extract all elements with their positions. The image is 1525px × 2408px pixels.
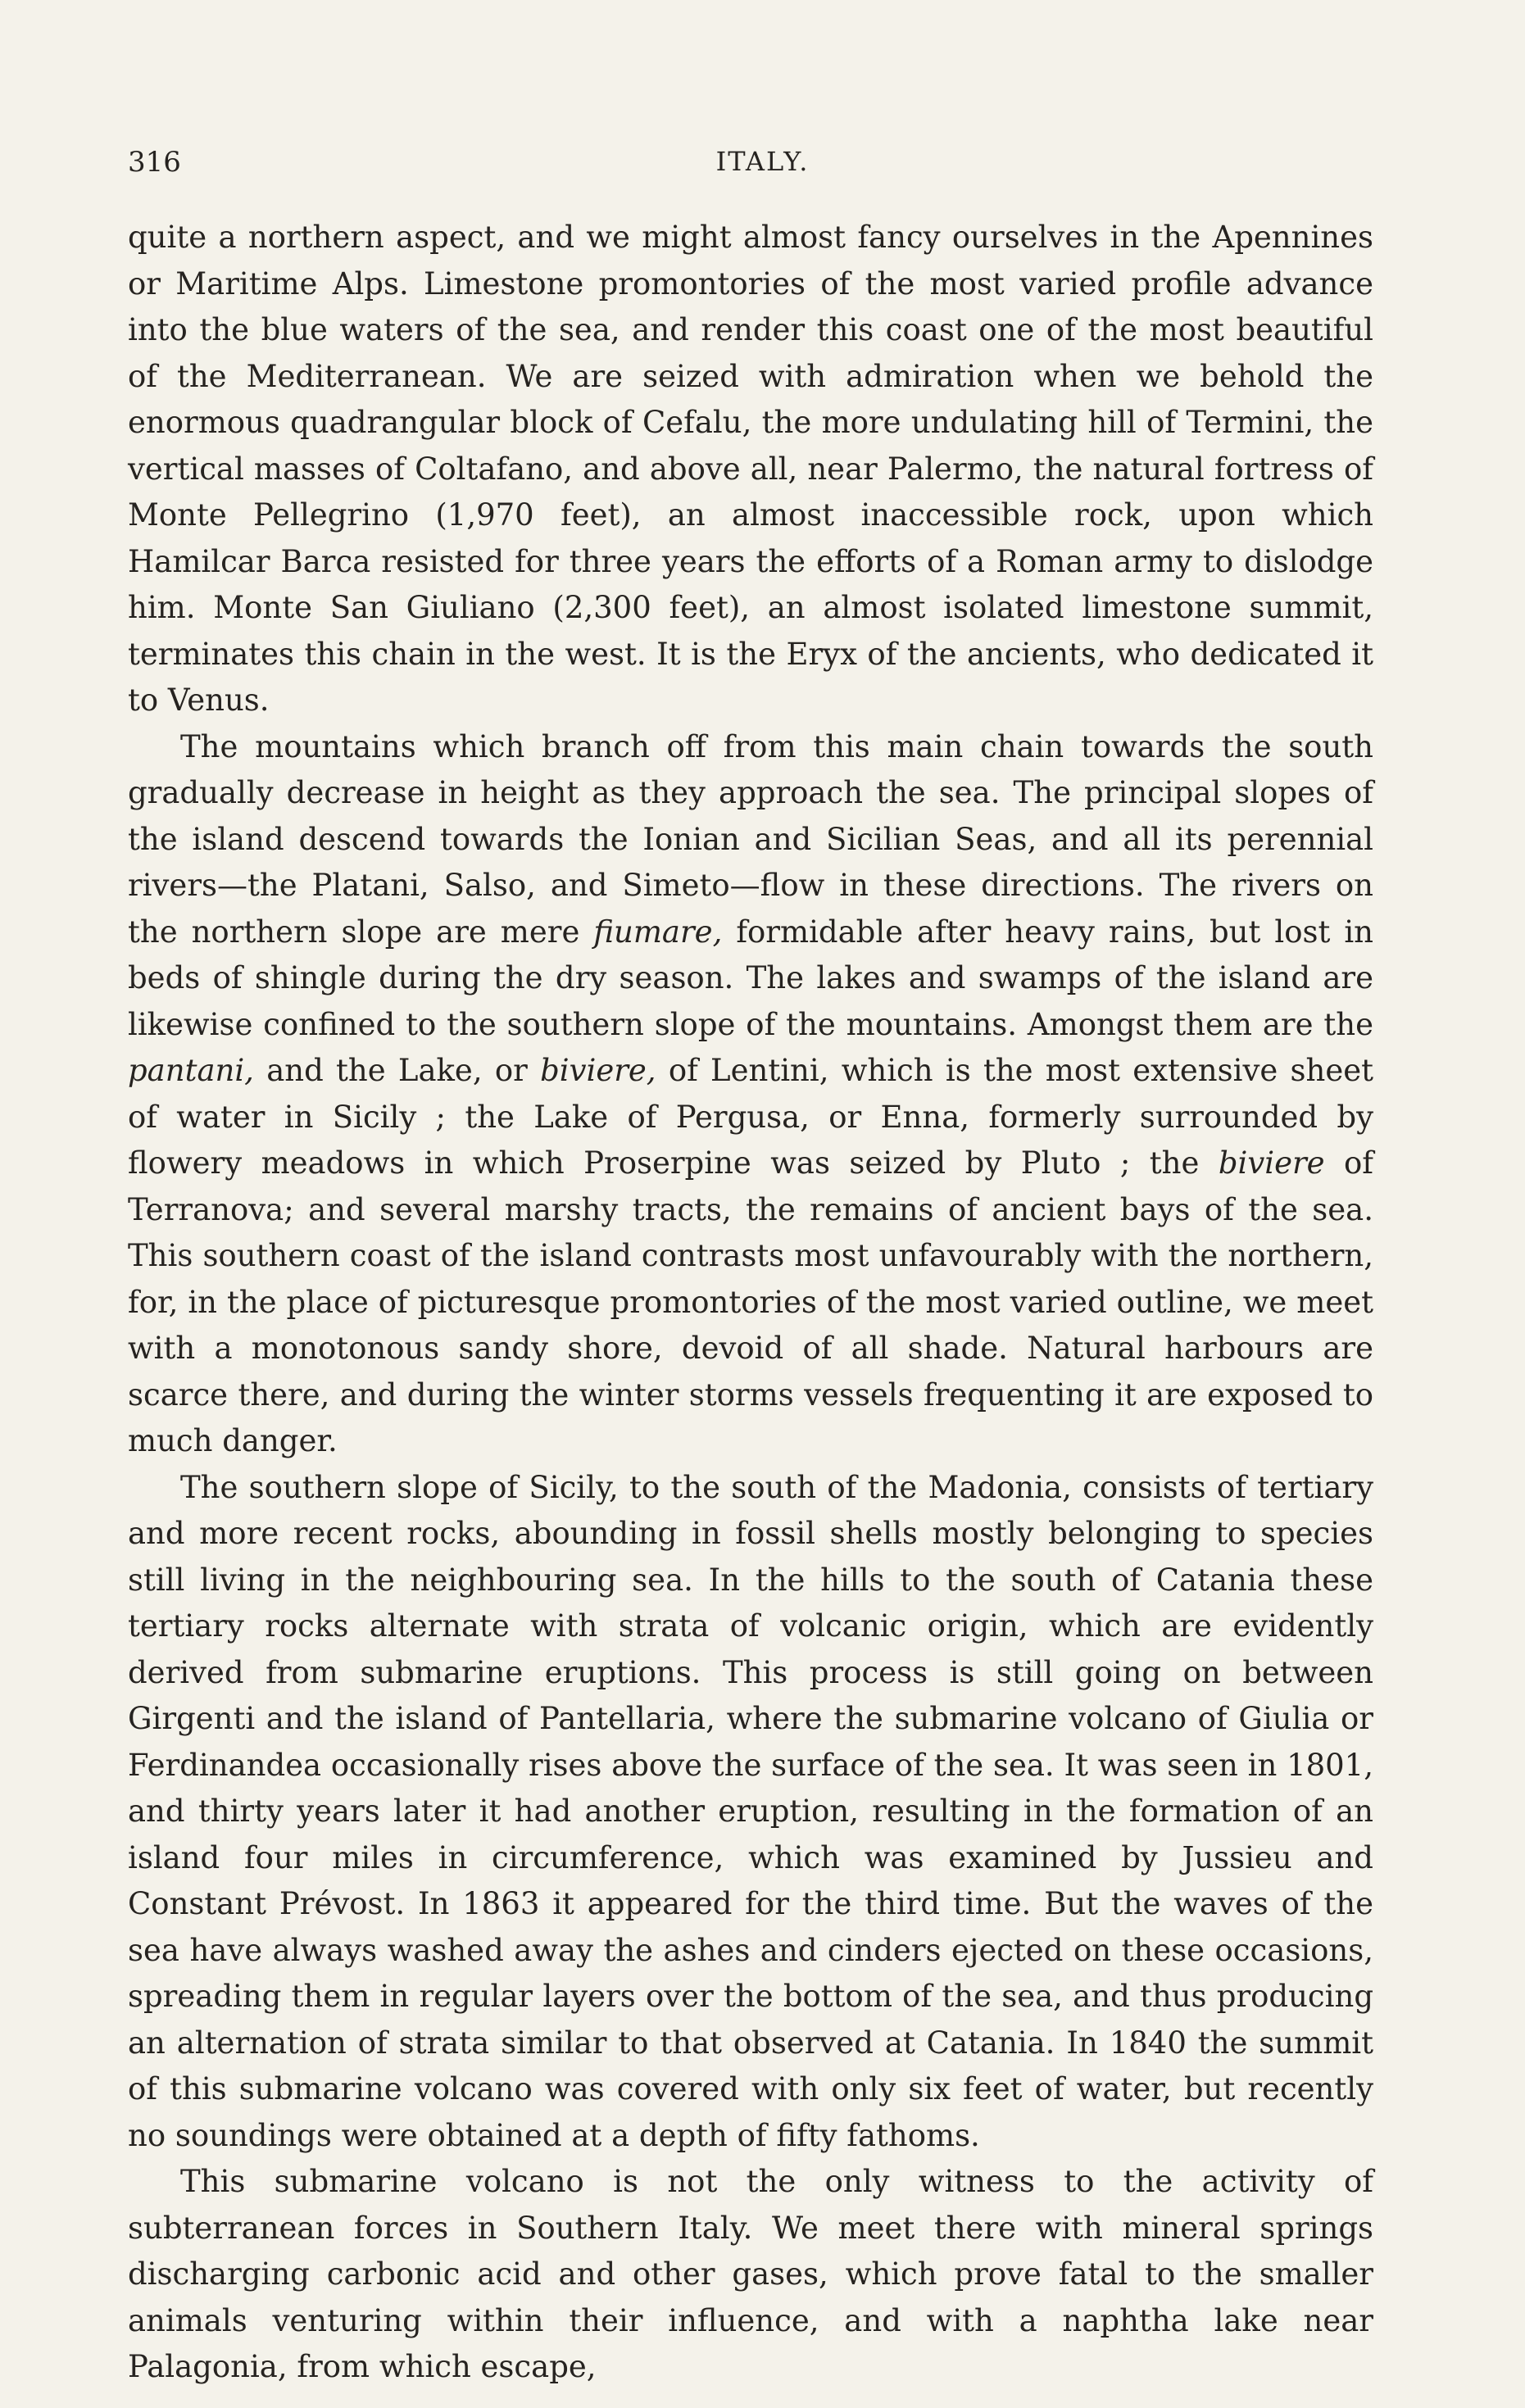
body-text <box>128 215 1373 2391</box>
text-run: and the Lake, or <box>253 1053 541 1088</box>
text-run: of Terranova; and several marshy tracts, the remains of ancient bays of the sea. This southern coast of the island contrasts most unfavourably with the northern, for, in the place of picturesque promontories of the most varied outline, we meet with a monotonous sandy shore, devoid of all shade. Natural harbours are scarce there, and during the winter storms vessels frequenting it are exposed to much danger. <box>128 1145 1373 1458</box>
page-number: 316 <box>128 146 181 179</box>
italic-term: biviere <box>1218 1145 1325 1181</box>
text-run: formidable after heavy rains, but lost in beds of shingle during the dry season. The lakes and swamps of the island are likewise confined to the southern slope of the mountains. Amongst them are the <box>128 914 1373 1042</box>
text-run: The mountains which branch off from this main chain towards the south gradually decrease in height as they approach the sea. The principal slopes of the island descend towards the Ionian and Sicilian Seas, and all its perennial rivers—the Platani, Salso, and Simeto—flow in these directions. The rivers on the northern slope are mere <box>128 728 1373 950</box>
text-run: quite a northern aspect, and we might almost fancy ourselves in the Apennines or Maritime Alps. Limestone promontories of the most varied profile advance into the blue waters of the sea, and render this coast one of the most beautiful of the Mediterranean. We are seized with admiration when we behold the enormous quadrangular block of Cefalu, the more undulating hill of Termini, the vertical masses of Coltafano, and above all, near Palermo, the natural fortress of Monte Pellegrino (1,970 feet), an almost inaccessible rock, upon which Hamilcar Barca resisted for three years the efforts of a Roman army to dislodge him. Monte San Giuliano (2,300 feet), an almost isolated limestone summit, terminates this chain in the west. It is the Eryx of the ancients, who dedicated it to Venus. <box>128 220 1373 718</box>
text-run: The southern slope of Sicily, to the south of the Madonia, consists of tertiary and more recent rocks, abounding in fossil shells mostly belonging to species still living in the neighbouring sea. In the hills to the south of Catania these tertiary rocks alternate with strata of volcanic origin, which are evidently derived from submarine eruptions. This process is still going on between Girgenti and the island of Pantellaria, where the submarine volcano of Giulia or Ferdinandea occasionally rises above the surface of the sea. It was seen in 1801, and thirty years later it had another eruption, resulting in the formation of an island four miles in circumference, which was examined by Jussieu and Constant Prévost. In 1863 it appeared for the third time. But the waves of the sea have always washed away the ashes and cinders ejected on these occasions, spreading them in regular layers over the bottom of the sea, and thus producing an alternation of strata similar to that observed at Catania. In 1840 the summit of this submarine volcano was covered with only six feet of water, but recently no soundings were obtained at a depth of fifty fathoms. <box>128 1469 1373 2153</box>
running-title: ITALY. <box>715 146 810 177</box>
paragraph <box>128 724 1373 1465</box>
paragraph <box>128 215 1373 724</box>
paragraph <box>128 1465 1373 2160</box>
paragraph <box>128 2159 1373 2391</box>
italic-term: pantani, <box>128 1053 254 1088</box>
page-header <box>0 146 1525 188</box>
italic-term: biviere, <box>540 1053 656 1088</box>
italic-term: fiumare, <box>593 914 723 950</box>
text-run: This submarine volcano is not the only witness to the activity of subterranean forces in Southern Italy. We meet there with mineral springs discharging carbonic acid and other gases, which prove fatal to the smaller animals venturing within their influence, and with a naphtha lake near Palagonia, from which escape, <box>128 2164 1373 2384</box>
text-run: of Lentini, which is the most extensive sheet of water in Sicily ; the Lake of Pergusa, or Enna, formerly surrounded by flowery meadows in which Proserpine was seized by Pluto ; the <box>128 1053 1373 1181</box>
